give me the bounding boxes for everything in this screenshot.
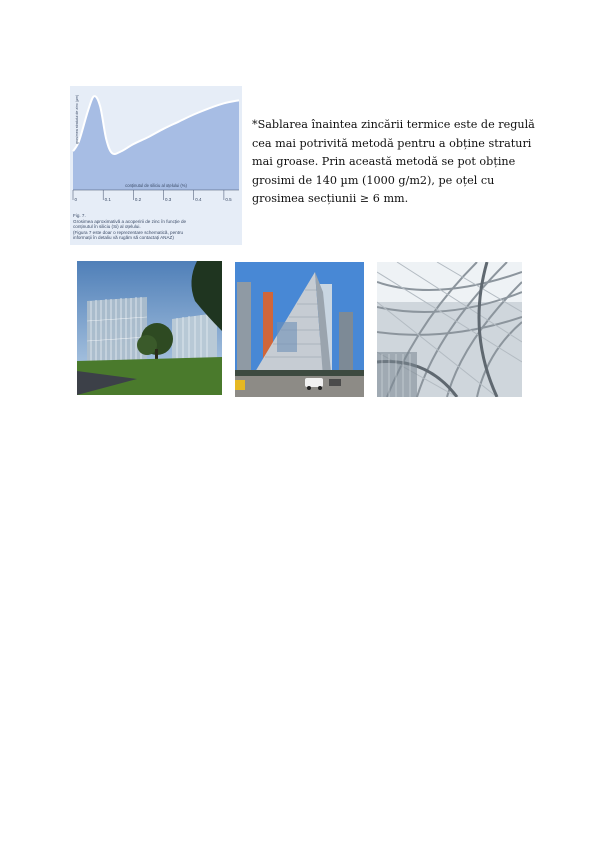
chart-x-tick-label: 0 xyxy=(74,197,78,202)
chart-x-axis-label: conținutul de siliciu al oțelului (%) xyxy=(125,183,187,188)
photo-glass-building xyxy=(77,261,222,395)
caption-line: Grosimea aproximativă a acoperirii de zinc în funcție de xyxy=(73,218,187,224)
figure-caption xyxy=(73,213,239,241)
photo-pyramid-skyscraper xyxy=(235,262,364,397)
photo-steel-atrium xyxy=(377,262,522,397)
chart-x-tick-label: 0.5 xyxy=(225,197,232,202)
chart-y-axis-label: grosimea stratului de zinc (µm) xyxy=(75,94,79,144)
sandblasting-note: *Sablarea înaintea zincării termice este de regulă cea mai potrivită metodă pentru a obține straturi mai groase. Prin această metodă se pot obține grosimi de 140 µm (1000 g/m2), pe oțel cu grosimea secțiunii ≥ 6 mm. xyxy=(252,118,535,205)
caption-line: informații în detaliu vă rugăm să contactați ANAZ) xyxy=(73,235,174,241)
chart-area-fill xyxy=(73,96,239,190)
chart-x-tick-label: 0.3 xyxy=(165,197,172,202)
caption-line: conținutul în siliciu (Si) al oțelului. xyxy=(73,224,141,230)
zinc-thickness-chart xyxy=(70,86,242,211)
chart-x-tick-label: 0.4 xyxy=(195,197,202,202)
caption-line: Fig. 7. xyxy=(73,213,86,218)
caption-line: (Figura 7 este doar o reprezentare schematică, pentru xyxy=(73,229,184,235)
chart-x-tick-label: 0.1 xyxy=(104,197,111,202)
chart-x-tick-label: 0.2 xyxy=(134,197,142,202)
figure-7 xyxy=(70,86,242,245)
